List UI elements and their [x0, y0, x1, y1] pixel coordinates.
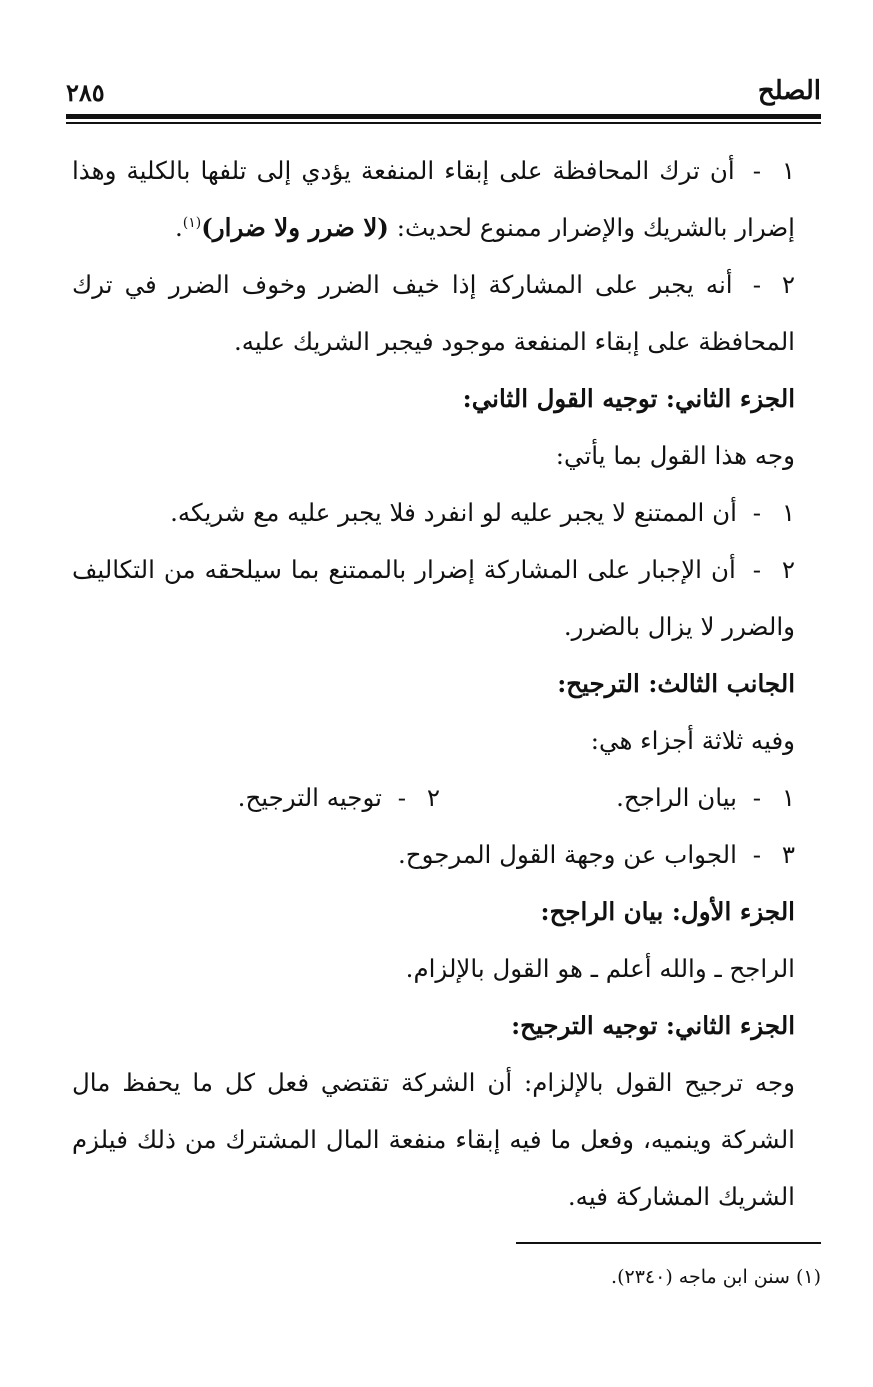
- footnote-reference: (١): [182, 214, 202, 231]
- list-item: [238, 769, 440, 826]
- intro-line: وجه هذا القول بما يأتي:: [555, 441, 795, 470]
- footnote: (١) سنن ابن ماجه (٢٣٤٠).: [611, 1266, 821, 1288]
- paragraph-text: أن الإجبار على المشاركة إضرار بالممتنع بما سيلحقه من التكاليف والضرر لا يزال بالضرر.: [72, 555, 795, 641]
- list-item: [440, 769, 795, 826]
- paragraph-text: أن الممتنع لا يجبر عليه لو انفرد فلا يجبر عليه مع شريكه.: [170, 498, 737, 527]
- item-dash: -: [752, 156, 762, 185]
- numbered-paragraph-3: [72, 484, 821, 541]
- item-number: ١: [781, 156, 796, 185]
- list-item: [72, 826, 821, 883]
- page-number: ٢٨٥: [66, 78, 105, 107]
- list-item-text: بيان الراجح.: [616, 783, 737, 812]
- header-rule-thin: [66, 122, 821, 124]
- chapter-title: الصلح: [757, 76, 821, 106]
- paragraph: وجه ترجيح القول بالإلزام: أن الشركة تقتضي فعل كل ما يحفظ مال الشركة وينميه، وفعل ما فيه إبقاء منفعة المال المشترك من ذلك فيلزم الشريك المشاركة فيه.: [72, 1068, 795, 1211]
- item-dash: -: [752, 840, 761, 869]
- numbered-paragraph-1: [72, 142, 821, 256]
- list-row: [72, 769, 821, 826]
- paragraph-text: أن ترك المحافظة على إبقاء المنفعة يؤدي إلى تلفها بالكلية وهذا إضرار بالشريك والإضرار ممنوع لحديث:: [72, 156, 795, 242]
- item-number: ١: [781, 783, 795, 812]
- main-text: [72, 142, 821, 1225]
- paragraph-text: أنه يجبر على المشاركة إذا خيف الضرر وخوف الضرر في ترك المحافظة على إبقاء المنفعة موجود فيجبر الشريك عليه.: [72, 270, 795, 356]
- section-heading: الجزء الثاني: توجيه القول الثاني:: [462, 384, 795, 413]
- section-heading: الجزء الثاني: توجيه الترجيح:: [511, 1011, 795, 1040]
- hadith-quote: (لا ضرر ولا ضرار): [201, 213, 389, 242]
- section-heading: الجزء الأول: بيان الراجح:: [540, 897, 795, 926]
- item-number: ٢: [426, 783, 440, 812]
- item-number: ٢: [781, 270, 795, 299]
- item-dash: -: [752, 783, 761, 812]
- page-header: [66, 72, 821, 112]
- item-number: ٣: [781, 840, 795, 869]
- item-dash: -: [752, 270, 761, 299]
- header-rule-thick: [66, 114, 821, 119]
- numbered-paragraph-4: [72, 541, 821, 655]
- list-item-text: الجواب عن وجهة القول المرجوح.: [398, 840, 737, 869]
- item-number: ٢: [781, 555, 795, 584]
- numbered-paragraph-2: [72, 256, 821, 370]
- item-number: ١: [781, 498, 795, 527]
- section-heading: الجانب الثالث: الترجيح:: [557, 669, 795, 698]
- paragraph: الراجح ـ والله أعلم ـ هو القول بالإلزام.: [405, 954, 795, 983]
- item-dash: -: [752, 555, 761, 584]
- intro-line: وفيه ثلاثة أجزاء هي:: [590, 726, 795, 755]
- item-dash: -: [397, 783, 406, 812]
- footnote-separator: [516, 1242, 821, 1244]
- item-dash: -: [752, 498, 761, 527]
- list-item-text: توجيه الترجيح.: [237, 783, 382, 812]
- sentence-end: .: [174, 213, 183, 242]
